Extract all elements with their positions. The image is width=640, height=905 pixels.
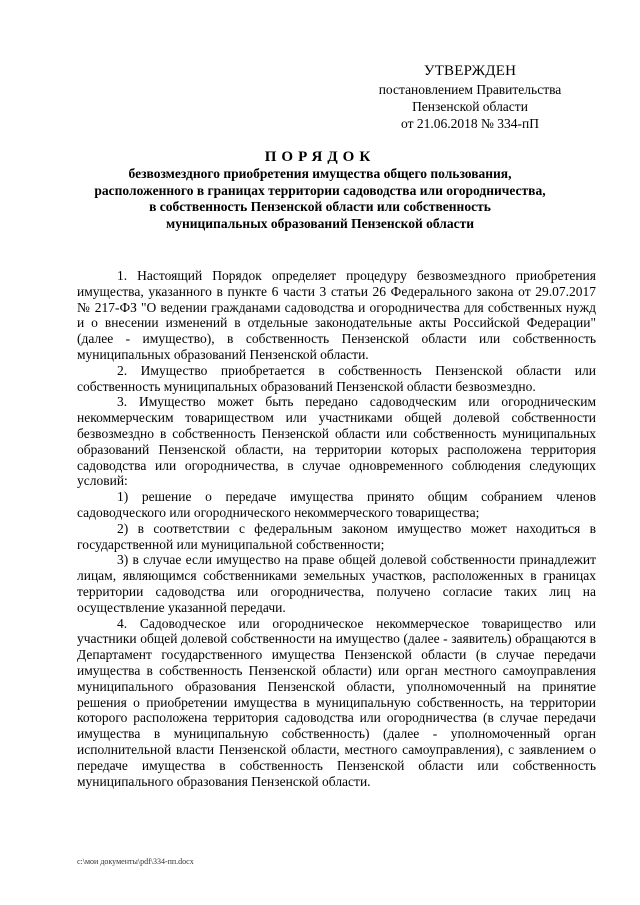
paragraph-2: 2. Имущество приобретается в собственность Пензенской области или собственность муниципальных образований Пензенской области безвозмездно.	[77, 362, 596, 394]
subtitle-line-4: муниципальных образований Пензенской области	[166, 215, 474, 231]
paragraph-4: 4. Садоводческое или огородническое некоммерческое товарищество или участники общей долевой собственности на имущество (далее - заявитель) обращаются в Департамент государственного имущества Пензенской области (в случае передачи имущества в собственность Пензенской области) или орган местного самоуправления муниципального образования Пензенской области, уполномоченный на принятие решения о приобретении имущества в муниципальную собственность, на территории которого расположена территория садоводства или огородничества (в случае передачи имущества в муниципальную собственность) (далее - уполномоченный орган исполнительной власти Пензенской области, местного самоуправления), с заявлением о передаче имущества в собственность Пензенской области или собственность муниципального образования Пензенской области.	[77, 615, 596, 789]
paragraph-3-item-1: 1) решение о передаче имущества принято общим собранием членов садоводческого или огороднического некоммерческого товарищества;	[77, 489, 596, 520]
paragraph-3-item-3: 3) в случае если имущество на праве общей долевой собственности принадлежит лицам, являющимся собственниками земельных участков, расположенных в границах территории садоводства или огородничества, получено согласие таких лиц на осуществление указанной передачи.	[77, 552, 596, 615]
paragraph-3: 3. Имущество может быть передано садоводческим или огородническим некоммерческим товариществом или участниками общей долевой собственности безвозмездно в собственность Пензенской области или собственность муниципальных образований Пензенской области, на территории которых расположена территория садоводства или огородничества, в случае одновременного соблюдения следующих условий:	[77, 394, 596, 489]
approval-line-2: Пензенской области	[412, 99, 528, 114]
paragraph-3-item-2: 2) в соответствии с федеральным законом имущество может находиться в государственной или муниципальной собственности;	[77, 520, 596, 552]
approval-line-1: постановлением Правительства	[378, 82, 562, 97]
approval-line-3: от 21.06.2018 № 334-пП	[401, 116, 539, 131]
approval-stamp	[340, 61, 600, 132]
document-title: ПОРЯДОК	[264, 149, 376, 165]
document-body	[77, 268, 596, 789]
subtitle-line-2: расположенного в границах территории садоводства или огородничества,	[94, 182, 546, 198]
approval-title: УТВЕРЖДЕН	[423, 63, 517, 79]
document-subtitle	[60, 166, 580, 232]
paragraph-1: 1. Настоящий Порядок определяет процедуру безвозмездного приобретения имущества, указанного в пункте 6 части 3 статьи 26 Федерального закона от 29.07.2017 № 217-ФЗ "О ведении гражданами садоводства и огородничества для собственных нужд и о внесении изменений в отдельные законодательные акты Российской Федерации" (далее - имущество), в собственность Пензенской области или собственность муниципальных образований Пензенской области.	[77, 268, 596, 362]
subtitle-line-1: безвозмездного приобретения имущества общего пользования,	[128, 166, 512, 181]
file-path-footer: c:\мои документы\pdf\334-пп.docx	[77, 857, 194, 866]
subtitle-line-3: в собственность Пензенской области или собственность	[149, 199, 491, 214]
